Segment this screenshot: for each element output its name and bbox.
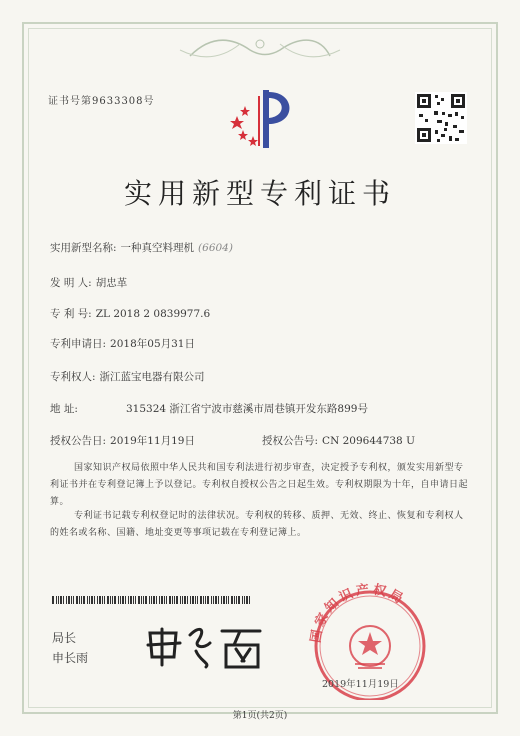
grant-number-row xyxy=(262,433,415,448)
barcode-icon xyxy=(52,596,252,604)
utility-model-name-value: 一种真空料理机 xyxy=(120,242,195,254)
inventor-row xyxy=(50,275,127,290)
patent-number-row xyxy=(50,306,210,321)
body-paragraph-1: 国家知识产权局依照中华人民共和国专利法进行初步审查，决定授予专利权，颁发实用新型专利证书并在专利登记簿上予以登记。专利权自授权公告之日起生效。专利权期限为十年，自申请日起算。 xyxy=(50,463,469,507)
handwritten-signature-icon xyxy=(140,615,270,675)
page-footer: 第1页(共2页) xyxy=(232,711,288,721)
svg-text:国家知识产权局 xyxy=(308,581,408,643)
patent-number-value: ZL 2018 2 0839977.6 xyxy=(95,308,211,320)
grant-date-label: 授权公告日: xyxy=(50,435,107,447)
commissioner-name: 申长雨 xyxy=(52,651,89,665)
seal-text: 国家知识产权局 xyxy=(308,582,408,644)
inventor-label: 发 明 人: xyxy=(50,277,92,289)
grant-date-value: 2019年11月19日 xyxy=(110,435,195,447)
qr-code-icon xyxy=(415,92,467,144)
filing-date-row xyxy=(50,336,195,351)
patent-office-logo-icon xyxy=(225,86,305,152)
address-value: 315324 浙江省宁波市慈溪市周巷镇开发东路899号 xyxy=(126,403,368,415)
body-paragraph-2: 专利证书记载专利权登记时的法律状况。专利权的转移、质押、无效、终止、恢复和专利权人的姓名或名称、国籍、地址变更等事项记载在专利登记簿上。 xyxy=(50,511,464,538)
signature-block xyxy=(52,628,88,668)
certificate-number: 证书号第9633308号 xyxy=(48,96,155,107)
grant-number-value: CN 209644738 U xyxy=(322,435,415,447)
handwritten-note: (6604) xyxy=(198,242,233,254)
filing-date-label: 专利申请日: xyxy=(50,338,107,350)
filing-date-value: 2018年05月31日 xyxy=(110,338,195,350)
address-row xyxy=(50,401,368,416)
inventor-value: 胡忠革 xyxy=(95,277,128,289)
page-title: 实用新型专利证书 xyxy=(123,177,396,210)
address-label: 地 址: xyxy=(50,403,78,415)
seal-date: 2019年11月19日 xyxy=(322,679,399,690)
utility-model-name-row xyxy=(50,240,233,255)
utility-model-name-label: 实用新型名称: xyxy=(50,242,117,254)
patentee-label: 专利权人: xyxy=(50,371,96,383)
grant-date-row xyxy=(50,433,195,448)
commissioner-title: 局长 xyxy=(52,631,77,645)
patentee-value: 浙江蓝宝电器有限公司 xyxy=(99,371,205,383)
patent-number-label: 专 利 号: xyxy=(50,308,92,320)
patentee-row xyxy=(50,369,205,384)
grant-number-label: 授权公告号: xyxy=(262,435,319,447)
ornament-flourish-icon xyxy=(170,30,350,66)
